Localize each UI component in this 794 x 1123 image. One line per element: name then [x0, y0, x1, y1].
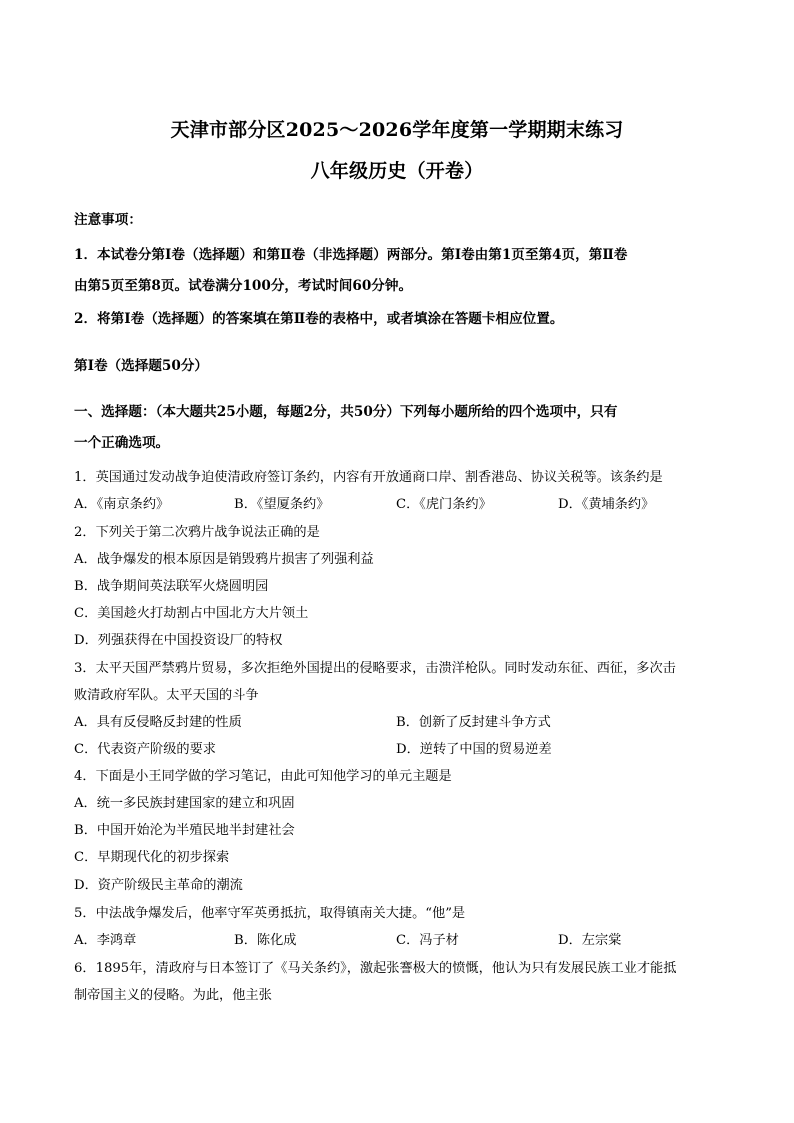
question-1-option-d: D．《黄埔条约》	[558, 497, 655, 512]
note-item-2: 2．将第Ⅰ卷（选择题）的答案填在第Ⅱ卷的表格中，或者填涂在答题卡相应位置。	[74, 311, 564, 327]
question-1-option-c: C．《虎门条约》	[396, 497, 492, 512]
question-5-option-c: C．冯子材	[396, 933, 459, 948]
question-4-stem: 4．下面是小王同学做的学习笔记，由此可知他学习的单元主题是	[74, 769, 452, 784]
question-3-option-d: D．逆转了中国的贸易逆差	[396, 742, 552, 757]
question-2-stem: 2．下列关于第二次鸦片战争说法正确的是	[74, 525, 320, 540]
question-3-option-b: B．创新了反封建斗争方式	[396, 715, 551, 730]
question-3-stem-line-1: 3．太平天国严禁鸦片贸易，多次拒绝外国提出的侵略要求，击溃洋枪队。同时发动东征、西征，多次击	[74, 661, 676, 676]
question-2-option-d: D．列强获得在中国投资设厂的特权	[74, 633, 283, 648]
question-3-stem-line-2: 败清政府军队。太平天国的斗争	[74, 688, 259, 703]
question-5-stem: 5．中法战争爆发后，他率守军英勇抵抗，取得镇南关大捷。“他”是	[74, 906, 466, 921]
question-2-option-c: C．美国趁火打劫割占中国北方大片领土	[74, 606, 309, 621]
question-1-stem: 1．英国通过发动战争迫使清政府签订条约，内容有开放通商口岸、割香港岛、协议关税等。该条约是	[74, 470, 663, 485]
question-6-stem-line-2: 制帝国主义的侵略。为此，他主张	[74, 988, 272, 1003]
section-instruction-line-2: 一个正确选项。	[74, 435, 170, 451]
note-item-1-line-1: 1．本试卷分第Ⅰ卷（选择题）和第Ⅱ卷（非选择题）两部分。第Ⅰ卷由第1页至第4页，第Ⅱ卷	[74, 247, 628, 263]
question-4-option-a: A．统一多民族封建国家的建立和巩固	[74, 796, 295, 811]
question-6-stem-line-1: 6．1895年，清政府与日本签订了《马关条约》，激起张謇极大的愤慨，他认为只有发展民族工业才能抵	[74, 961, 677, 976]
question-1-option-a: A．《南京条约》	[74, 497, 170, 512]
question-3-option-c: C．代表资产阶级的要求	[74, 742, 216, 757]
part-title: 第Ⅰ卷（选择题50分）	[74, 358, 209, 374]
question-2-option-a: A．战争爆发的根本原因是销毁鸦片损害了列强利益	[74, 552, 374, 567]
question-5-option-b: B．陈化成	[234, 933, 297, 948]
question-1-option-b: B．《望厦条约》	[234, 497, 330, 512]
question-4-option-d: D．资产阶级民主革命的潮流	[74, 878, 243, 893]
question-5-option-d: D．左宗棠	[558, 933, 622, 948]
exam-subtitle: 八年级历史（开卷）	[310, 160, 484, 182]
notes-heading: 注意事项：	[74, 212, 142, 228]
note-item-1-line-2: 由第5页至第8页。试卷满分100分，考试时间60分钟。	[74, 278, 413, 294]
question-3-option-a: A．具有反侵略反封建的性质	[74, 715, 242, 730]
question-2-option-b: B．战争期间英法联军火烧圆明园	[74, 579, 269, 594]
exam-title: 天津市部分区2025～2026学年度第一学期期末练习	[170, 119, 624, 141]
question-4-option-b: B．中国开始沦为半殖民地半封建社会	[74, 823, 295, 838]
question-4-option-c: C．早期现代化的初步探索	[74, 850, 230, 865]
section-instruction-line-1: 一、选择题：（本大题共25小题，每题2分，共50分）下列每小题所给的四个选项中，只有	[74, 404, 618, 420]
question-5-option-a: A．李鸿章	[74, 933, 137, 948]
